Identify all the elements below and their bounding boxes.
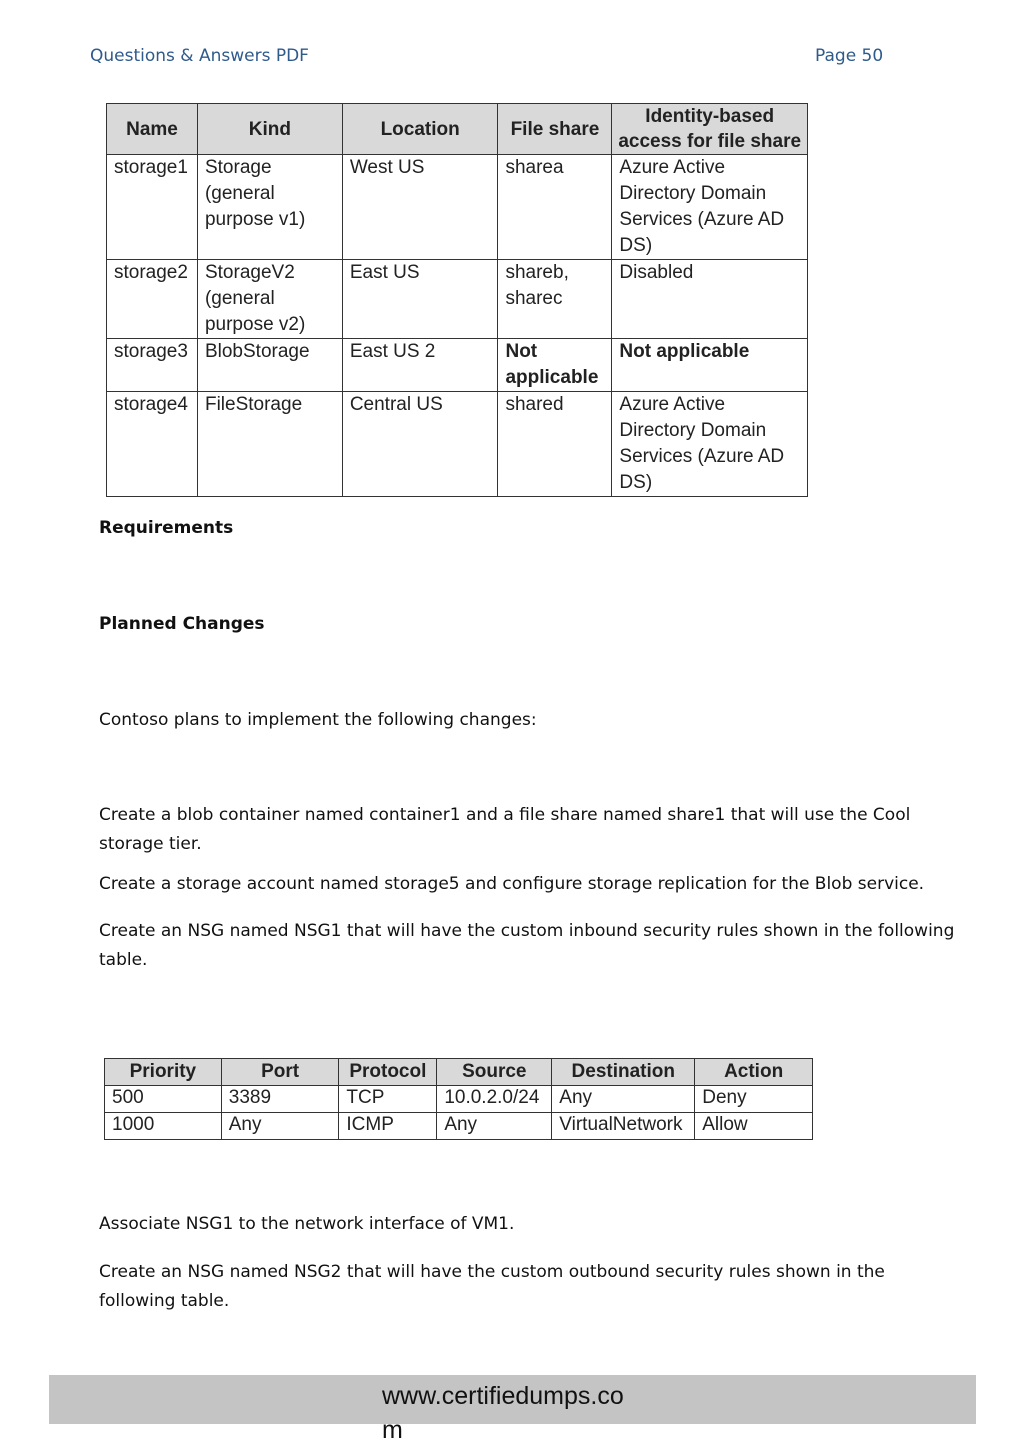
storage-accounts-table <box>106 103 808 497</box>
table-cell: sharea <box>498 155 612 260</box>
table-cell: storage3 <box>107 339 198 392</box>
column-header-kind: Kind <box>197 104 342 155</box>
requirements-heading: Requirements <box>99 518 234 538</box>
table-cell: Any <box>221 1113 339 1140</box>
table-cell: Any <box>437 1113 552 1140</box>
table-row <box>107 260 808 339</box>
column-header-name: Name <box>107 104 198 155</box>
page-number: Page 50 <box>815 46 884 66</box>
planned-changes-heading: Planned Changes <box>99 614 265 634</box>
change-item: Create an NSG named NSG1 that will have the custom inbound security rules shown in the following table. <box>99 921 955 970</box>
column-header-action: Action <box>695 1059 813 1086</box>
table-cell: storage1 <box>107 155 198 260</box>
table-cell: 3389 <box>221 1086 339 1113</box>
table-cell: 10.0.2.0/24 <box>437 1086 552 1113</box>
footer-url: www.certifiedumps.com <box>382 1382 624 1444</box>
header-title: Questions & Answers PDF <box>90 46 309 66</box>
table-cell: Azure Active Directory Domain Services (Azure AD DS) <box>612 155 808 260</box>
table-cell: East US 2 <box>342 339 498 392</box>
table-cell: Deny <box>695 1086 813 1113</box>
table-cell: Azure Active Directory Domain Services (Azure AD DS) <box>612 392 808 497</box>
column-header-identity-access: Identity-based access for file share <box>612 104 808 155</box>
column-header-port: Port <box>221 1059 339 1086</box>
intro-paragraph: Contoso plans to implement the following changes: <box>99 710 537 730</box>
column-header-protocol: Protocol <box>339 1059 437 1086</box>
change-item: Create an NSG named NSG2 that will have the custom outbound security rules shown in the following table. <box>99 1262 885 1311</box>
change-item: Create a storage account named storage5 and configure storage replication for the Blob service. <box>99 874 925 894</box>
column-header-file-share: File share <box>498 104 612 155</box>
nsg1-rules-table <box>104 1058 813 1140</box>
change-item: Associate NSG1 to the network interface of VM1. <box>99 1214 515 1234</box>
table-cell: VirtualNetwork <box>552 1113 695 1140</box>
table-cell: Not applicable <box>498 339 612 392</box>
table-cell: StorageV2 (general purpose v2) <box>197 260 342 339</box>
table-row <box>105 1086 813 1113</box>
table-cell: East US <box>342 260 498 339</box>
table-cell: Disabled <box>612 260 808 339</box>
table-cell: West US <box>342 155 498 260</box>
table-cell: storage2 <box>107 260 198 339</box>
table-row <box>107 392 808 497</box>
table-header-row <box>105 1059 813 1086</box>
table-cell: Central US <box>342 392 498 497</box>
table-header-row <box>107 104 808 155</box>
table-row <box>107 155 808 260</box>
table-cell: 1000 <box>105 1113 222 1140</box>
table-cell: Storage (general purpose v1) <box>197 155 342 260</box>
table-cell: storage4 <box>107 392 198 497</box>
table-cell: ICMP <box>339 1113 437 1140</box>
table-cell: Not applicable <box>612 339 808 392</box>
table-cell: Any <box>552 1086 695 1113</box>
column-header-source: Source <box>437 1059 552 1086</box>
table-cell: FileStorage <box>197 392 342 497</box>
column-header-priority: Priority <box>105 1059 222 1086</box>
table-row <box>107 339 808 392</box>
column-header-destination: Destination <box>552 1059 695 1086</box>
table-row <box>105 1113 813 1140</box>
change-item: Create a blob container named container1 and a file share named share1 that will use the Cool storage tier. <box>99 805 911 854</box>
column-header-location: Location <box>342 104 498 155</box>
table-cell: 500 <box>105 1086 222 1113</box>
table-cell: TCP <box>339 1086 437 1113</box>
table-cell: shared <box>498 392 612 497</box>
table-cell: Allow <box>695 1113 813 1140</box>
table-cell: BlobStorage <box>197 339 342 392</box>
table-cell: shareb, sharec <box>498 260 612 339</box>
